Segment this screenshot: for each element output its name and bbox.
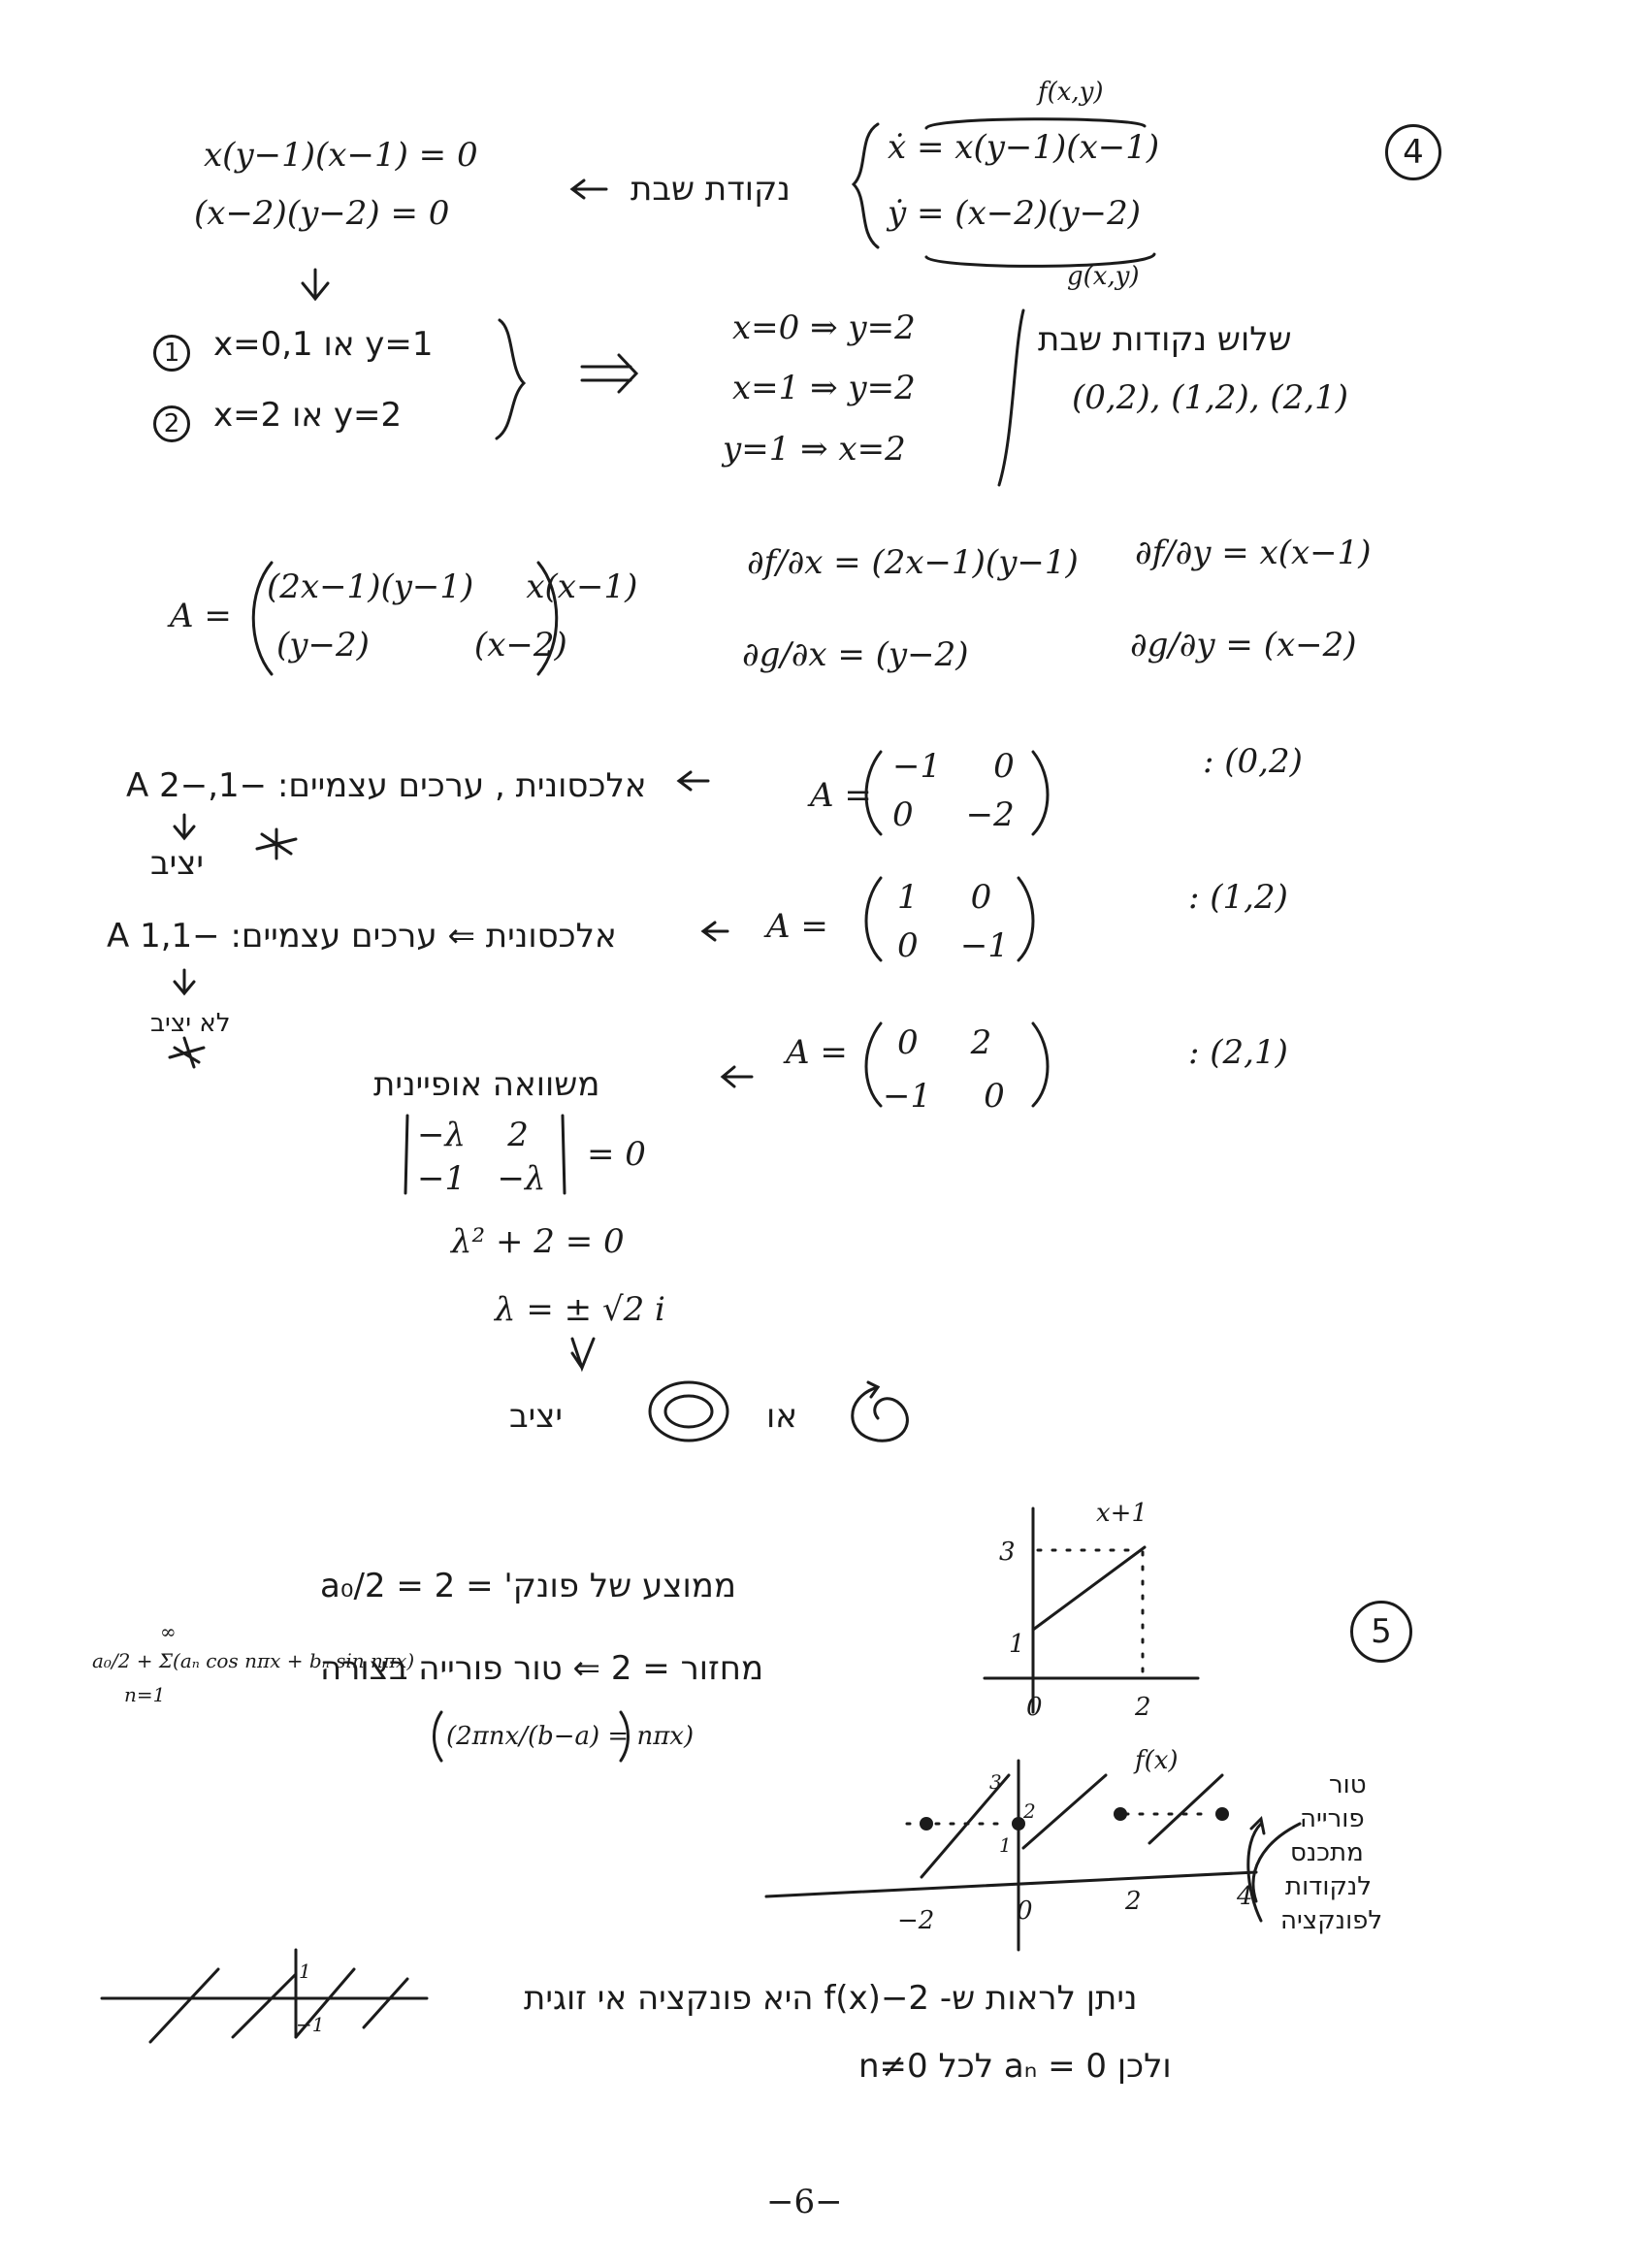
- A3-arrow: [723, 1067, 752, 1086]
- odd-sketch-seg1: [150, 1969, 218, 2042]
- graph2-x-4: 4: [1237, 1882, 1253, 1911]
- saddle-symbol: [170, 1038, 204, 1067]
- side-note-3: מתכנס: [1290, 1838, 1364, 1867]
- dg-dx: ∂g/∂x = (y−2): [742, 635, 969, 674]
- side-note-2: פורייה: [1300, 1804, 1365, 1833]
- three-points-label: שלוש נקודות שבת: [1038, 320, 1292, 359]
- eq-cond-1: x(y−1)(x−1) = 0: [204, 136, 478, 175]
- odd-sketch-tick-minus1: −1: [296, 2013, 325, 2036]
- center-portrait-inner: [665, 1396, 712, 1427]
- three-points: (0,2), (1,2), (2,1): [1072, 378, 1349, 417]
- graph2-dot-1: [920, 1817, 933, 1831]
- star-node-1: [257, 829, 296, 859]
- graph2-x-minus2: −2: [897, 1906, 935, 1935]
- char-row-2: −1 −λ: [417, 1159, 546, 1198]
- lambda-eq: λ² + 2 = 0: [451, 1222, 625, 1261]
- A2-label: A =: [766, 907, 828, 946]
- A1-row-2: 0 −2: [892, 795, 1015, 834]
- det-left-bar: [405, 1116, 407, 1193]
- mean-text: ממוצע של פונק' = 2 = a₀/2: [320, 1567, 736, 1605]
- system-eq1: ẋ = x(y−1)(x−1): [888, 128, 1160, 167]
- graph2-tick-2: 2: [1023, 1799, 1036, 1823]
- A1-rparen: [1033, 752, 1048, 834]
- char-eq-rhs: = 0: [587, 1135, 646, 1174]
- point-2-1: : (2,1): [1188, 1033, 1288, 1072]
- system-brace: [854, 124, 878, 247]
- section-4-number: 4: [1385, 124, 1441, 180]
- f-overbrace: [926, 119, 1145, 128]
- A2-text: A אלכסונית ⇐ ערכים עצמיים: −1,1: [107, 917, 617, 956]
- case2: x=2 או y=2: [213, 396, 403, 435]
- A1-result: יציב: [150, 844, 205, 883]
- A2-row-2: 0 −1: [897, 926, 1009, 965]
- graph1-tick-1: 1: [1009, 1630, 1025, 1659]
- odd-sketch-tick-1: 1: [299, 1960, 311, 1983]
- center-portrait-outer: [650, 1382, 728, 1441]
- graph2-tick-1: 1: [999, 1833, 1012, 1857]
- A2-row-1: 1 0: [897, 878, 992, 917]
- odd-sketch-seg2: [233, 1974, 296, 2037]
- graph2-dot-3: [1114, 1807, 1127, 1821]
- solution-3: y=1 ⇒ x=2: [723, 430, 906, 469]
- down-arrow-lambda: [572, 1339, 594, 1368]
- f-label: f(x,y): [1038, 78, 1104, 107]
- df-dx: ∂f/∂x = (2x−1)(y−1): [747, 543, 1079, 582]
- jacobian-row-2: (y−2) (x−2): [276, 626, 567, 664]
- cases-brace: [497, 320, 524, 438]
- graph1-line: [1033, 1547, 1145, 1630]
- graph2-x-0: 0: [1017, 1896, 1033, 1926]
- graph1-fn-label: x+1: [1096, 1499, 1148, 1528]
- case2-number: 2: [153, 405, 190, 442]
- point-0-2: : (0,2): [1203, 742, 1303, 781]
- A1-text: A אלכסונית , ערכים עצמיים: −1,−2: [126, 766, 647, 805]
- A2-rparen: [1018, 878, 1033, 960]
- graph2-x-2: 2: [1125, 1887, 1142, 1916]
- A2-arrow: [703, 923, 728, 940]
- A2-result: לא יציב: [150, 1009, 231, 1038]
- points-bracket: [999, 310, 1023, 485]
- A3-row-1: 0 2: [897, 1023, 992, 1062]
- g-label: g(x,y): [1067, 262, 1140, 291]
- A3-label: A =: [786, 1033, 848, 1072]
- graph2-x-axis: [766, 1872, 1256, 1896]
- graph2-fn-label: f(x): [1135, 1746, 1179, 1775]
- down-arrow-1: [303, 270, 328, 299]
- spiral-portrait: [853, 1387, 908, 1441]
- system-eq2: ẏ = (x−2)(y−2): [888, 194, 1141, 233]
- A3-text: משוואה אופיינית: [373, 1065, 600, 1104]
- page-number: −6−: [766, 2183, 843, 2221]
- A3-row-2: −1 0: [883, 1077, 1005, 1116]
- period-lparen: [435, 1712, 442, 1761]
- point-1-2: : (1,2): [1188, 878, 1288, 917]
- A2-lparen: [866, 878, 881, 960]
- eq-cond-2: (x−2)(y−2) = 0: [194, 194, 450, 233]
- char-row-1: −λ 2: [417, 1116, 529, 1154]
- df-dy: ∂f/∂y = x(x−1): [1135, 534, 1372, 572]
- jacobian-row-1: (2x−1)(y−1) x(x−1): [267, 567, 638, 606]
- graph2-dot-4: [1215, 1807, 1229, 1821]
- conclusion-2: ולכן aₙ = 0 לכל n≠0: [858, 2047, 1172, 2086]
- A1-arrow: [679, 772, 708, 790]
- final-or: או: [766, 1397, 797, 1436]
- lambda-sol: λ = ± √2 i: [495, 1290, 665, 1329]
- dg-dy: ∂g/∂y = (x−2): [1130, 626, 1357, 664]
- sum-upper: ∞: [160, 1620, 177, 1643]
- A1-row-1: −1 0: [892, 747, 1015, 786]
- section-5-number: 5: [1350, 1601, 1412, 1663]
- jacobian-label: A =: [170, 597, 232, 635]
- period-text: מחזור = 2 ⇐ טור פורייה בצורה: [320, 1649, 764, 1688]
- case1-number: 1: [153, 335, 190, 372]
- implies-arrow: [582, 355, 636, 392]
- graph1-tick-0: 0: [1026, 1693, 1043, 1722]
- down-arrow-A1: [175, 815, 194, 838]
- final-result: יציב: [509, 1397, 564, 1436]
- A1-label: A =: [810, 776, 872, 815]
- A3-lparen: [866, 1023, 881, 1106]
- det-right-bar: [563, 1116, 565, 1193]
- side-note-4: לנקודות: [1285, 1872, 1373, 1901]
- fourier-series: a₀/2 + Σ(aₙ cos nπx + bₙ sin nπx): [92, 1649, 415, 1672]
- conclusion-1: ניתן לראות ש- f(x)−2 היא פונקציה אי זוגית: [524, 1979, 1138, 2018]
- left-arrow-eq: [572, 180, 606, 198]
- period-formula: (2πnx/(b−a) = nπx): [446, 1722, 695, 1751]
- down-arrow-A2: [175, 970, 194, 993]
- equilibrium-label: נקודת שבת: [630, 170, 791, 209]
- graph2-seg3: [1149, 1775, 1222, 1843]
- solution-1: x=0 ⇒ y=2: [732, 308, 916, 347]
- graph1-tick-2: 2: [1135, 1693, 1151, 1722]
- sum-lower: n=1: [124, 1683, 166, 1706]
- graph2-tick-3: 3: [989, 1770, 1002, 1794]
- side-note-5: לפונקציה: [1280, 1906, 1383, 1935]
- case1: x=0,1 או y=1: [213, 325, 434, 364]
- solution-2: x=1 ⇒ y=2: [732, 369, 916, 407]
- A3-rparen: [1033, 1023, 1048, 1106]
- graph1-tick-3: 3: [999, 1538, 1016, 1567]
- side-note-1: טור: [1329, 1770, 1367, 1799]
- odd-sketch-seg4: [364, 1979, 407, 2027]
